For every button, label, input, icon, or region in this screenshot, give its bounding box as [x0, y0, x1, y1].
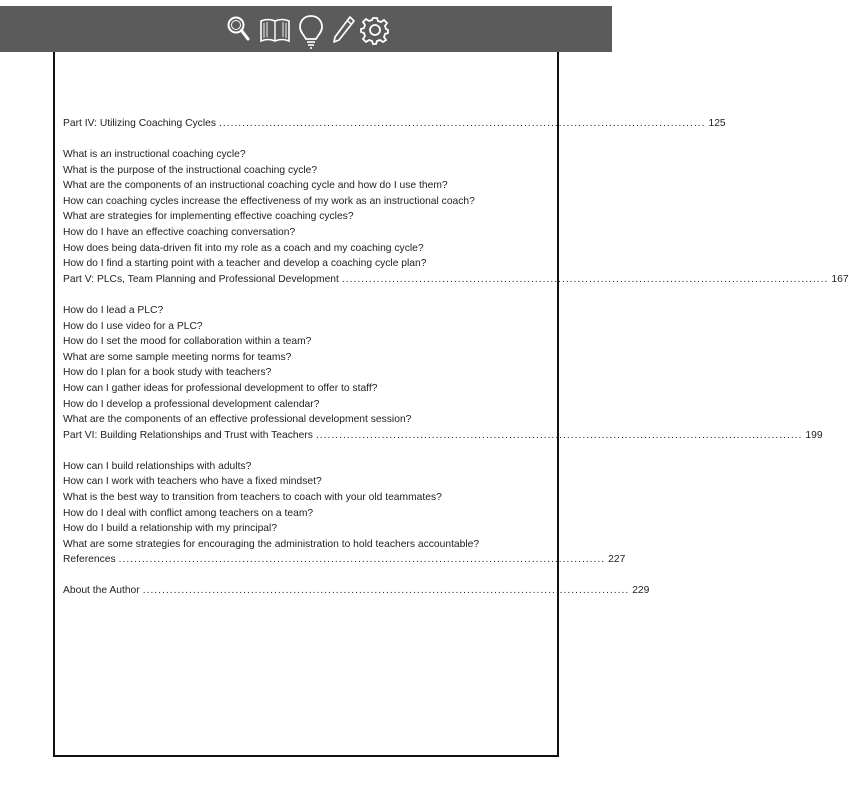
dot-leader: .............................................................................................................................. [341, 273, 829, 285]
lightbulb-icon [298, 14, 324, 50]
list-item: How do I deal with conflict among teachers on a team? [63, 507, 314, 519]
list-item: What are some strategies for encouraging the administration to hold teachers accountable? [63, 538, 480, 550]
list-item: How do I plan for a book study with teachers? [63, 367, 272, 379]
toc-section-references [63, 552, 626, 568]
list-item: What are the components of an effective professional development session? [63, 414, 412, 426]
toc-entry-references[interactable] [63, 552, 626, 568]
list-item: How can I gather ideas for professional development to offer to staff? [63, 382, 378, 394]
toc-entry-page: 167 [831, 273, 849, 285]
table-of-contents [63, 116, 849, 615]
question-list-part-iv [63, 147, 548, 272]
toc-entry-page: 229 [632, 585, 650, 597]
list-item: What are strategies for implementing effective coaching cycles? [63, 211, 354, 223]
toc-entry-part-iv[interactable] [63, 116, 726, 132]
dot-leader: .............................................................................................................................. [219, 118, 706, 129]
toc-entry-part-v[interactable] [63, 272, 849, 288]
toc-section-part-v [63, 272, 849, 288]
list-item: How can coaching cycles increase the effectiveness of my work as an instructional coach? [63, 195, 475, 207]
toc-entry-page: 199 [805, 429, 823, 441]
list-item: What are some sample meeting norms for teams? [63, 351, 292, 363]
toc-entry-title: Part VI: Building Relationships and Trust with Teachers [63, 429, 313, 441]
list-item: How does being data-driven fit into my role as a coach and my coaching cycle? [63, 242, 424, 254]
list-item: How can I work with teachers who have a fixed mindset? [63, 476, 322, 488]
list-item: How do I find a starting point with a teacher and develop a coaching cycle plan? [63, 258, 427, 270]
toc-entry-part-vi[interactable] [63, 428, 823, 444]
dot-leader: .............................................................................................................................. [118, 554, 606, 566]
list-item: How do I build a relationship with my principal? [63, 523, 278, 535]
dot-leader: .............................................................................................................................. [315, 429, 803, 441]
book-icon [258, 14, 292, 46]
toc-entry-page: 125 [708, 118, 726, 129]
list-item: What is an instructional coaching cycle? [63, 149, 246, 161]
gear-icon [360, 14, 390, 46]
toc-section-about-author [63, 583, 650, 599]
magnifier-icon [226, 14, 252, 46]
toc-entry-title: References [63, 554, 116, 566]
list-item: How do I use video for a PLC? [63, 320, 203, 332]
toc-entry-title: About the Author [63, 585, 140, 597]
list-item: What are the components of an instructional coaching cycle and how do I use them? [63, 180, 448, 192]
list-item: How do I lead a PLC? [63, 304, 164, 316]
list-item: What is the best way to transition from teachers to coach with your old teammates? [63, 491, 442, 503]
list-item: How do I have an effective coaching conversation? [63, 227, 296, 239]
header-bar [0, 6, 612, 52]
toc-entry-title: Part V: PLCs, Team Planning and Professional Development [63, 273, 339, 285]
dot-leader: .............................................................................................................................. [142, 585, 630, 597]
toc-entry-about-author[interactable] [63, 583, 650, 599]
question-list-part-v [63, 303, 548, 428]
pencil-icon [330, 14, 356, 46]
toc-section-part-iv [63, 116, 726, 132]
toc-section-part-vi [63, 428, 823, 444]
list-item: How do I develop a professional development calendar? [63, 398, 320, 410]
toc-entry-page: 227 [608, 554, 626, 566]
question-list-part-vi [63, 459, 548, 553]
list-item: How can I build relationships with adults? [63, 460, 252, 472]
toc-entry-title: Part IV: Utilizing Coaching Cycles [63, 118, 216, 129]
list-item: What is the purpose of the instructional coaching cycle? [63, 164, 318, 176]
list-item: How do I set the mood for collaboration within a team? [63, 336, 312, 348]
